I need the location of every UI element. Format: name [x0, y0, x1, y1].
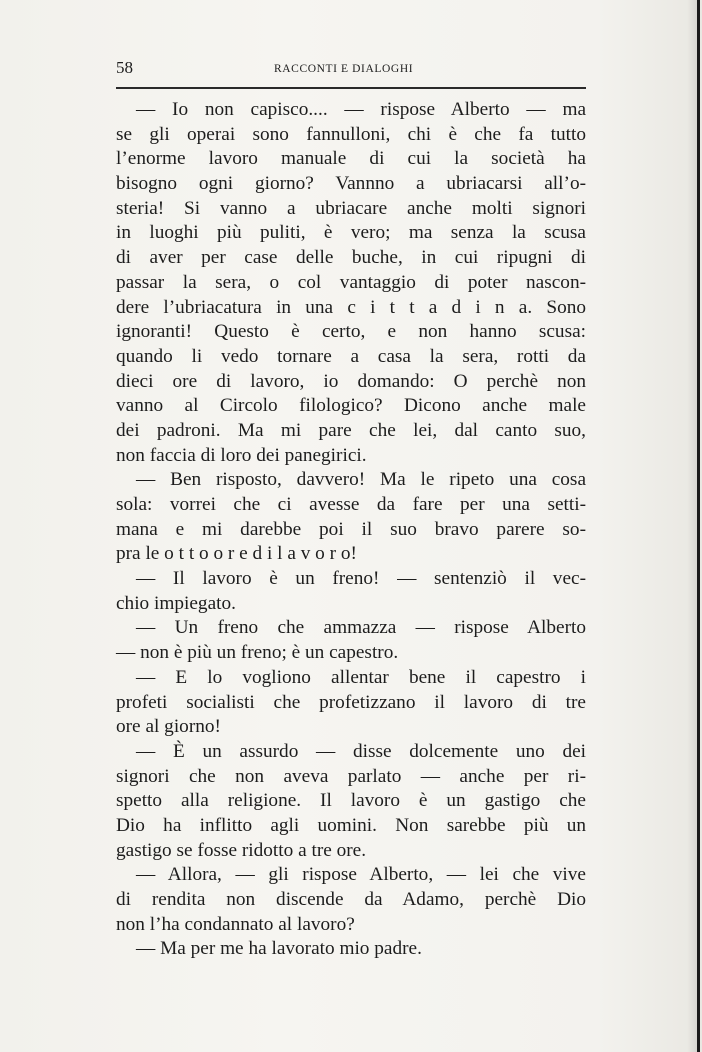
text-line: — Il lavoro è un freno! — sentenziò il vec-: [136, 568, 586, 590]
text-line: dei padroni. Ma mi pare che lei, dal canto suo,: [116, 419, 586, 441]
text-line: di aver per case delle buche, in cui ripugni di: [116, 247, 586, 269]
text-line: quando li vedo tornare a casa la sera, rotti da: [116, 345, 586, 367]
text-line: sola: vorrei che ci avesse da fare per una setti-: [116, 494, 586, 515]
text-line: — Io non capisco.... — rispose Alberto — ma: [136, 99, 586, 120]
header-rule: [116, 87, 586, 89]
text-line: in luoghi più puliti, è vero; ma senza la scusa: [116, 222, 586, 244]
text-line: ore al giorno!: [116, 716, 221, 738]
text-line: ignoranti! Questo è certo, e non hanno scusa:: [116, 321, 586, 343]
text-line: — È un assurdo — disse dolcemente uno dei: [136, 740, 586, 762]
text-line: pra le o t t o o r e d i l a v o r o!: [116, 543, 357, 565]
text-line: — Allora, — gli rispose Alberto, — lei che vive: [136, 864, 586, 886]
text-line: profeti socialisti che profetizzano il lavoro di tre: [116, 691, 586, 713]
text-line: — E lo vogliono allentar bene il capestro i: [136, 666, 586, 688]
page-header: [116, 58, 586, 84]
text-line: vanno al Circolo filologico? Dicono anche male: [116, 395, 586, 417]
text-line: — non è più un freno; è un capestro.: [116, 642, 399, 664]
text-line: spetto alla religione. Il lavoro è un gastigo che: [116, 790, 586, 812]
body-text: [116, 98, 586, 962]
text-line: bisogno ogni giorno? Vannno a ubriacarsi all’o-: [116, 173, 586, 195]
text-line: non l’ha condannato al lavoro?: [116, 913, 355, 935]
text-line: — Un freno che ammazza — rispose Alberto: [136, 617, 586, 639]
running-head: RACCONTI E DIALOGHI: [274, 63, 414, 75]
text-line: dere l’ubriacatura in una c i t t a d i n a. Sono: [116, 296, 586, 318]
text-line: se gli operai sono fannulloni, chi è che fa tutto: [116, 123, 586, 145]
text-line: steria! Si vanno a ubriacare anche molti signori: [116, 197, 586, 219]
text-line: l’enorme lavoro manuale di cui la società ha: [116, 148, 586, 170]
text-line: chio impiegato.: [116, 592, 236, 614]
binding-edge: [697, 0, 700, 1052]
text-line: — Ben risposto, davvero! Ma le ripeto una cosa: [136, 469, 586, 491]
text-line: non faccia di loro dei panegirici.: [116, 444, 367, 466]
text-line: Dio ha inflitto agli uomini. Non sarebbe più un: [116, 814, 586, 836]
text-line: signori che non aveva parlato — anche per ri-: [116, 765, 586, 787]
binding-shadow: [687, 0, 697, 1052]
text-line: dieci ore di lavoro, io domando: O perchè non: [116, 370, 586, 392]
text-line: passar la sera, o col vantaggio di poter nascon-: [116, 271, 586, 293]
text-line: di rendita non discende da Adamo, perchè Dio: [116, 889, 586, 910]
page-number: 58: [116, 58, 133, 77]
text-line: mana e mi darebbe poi il suo bravo parere so-: [116, 518, 586, 540]
text-line: gastigo se fosse ridotto a tre ore.: [116, 839, 367, 861]
text-line: — Ma per me ha lavorato mio padre.: [136, 938, 422, 960]
